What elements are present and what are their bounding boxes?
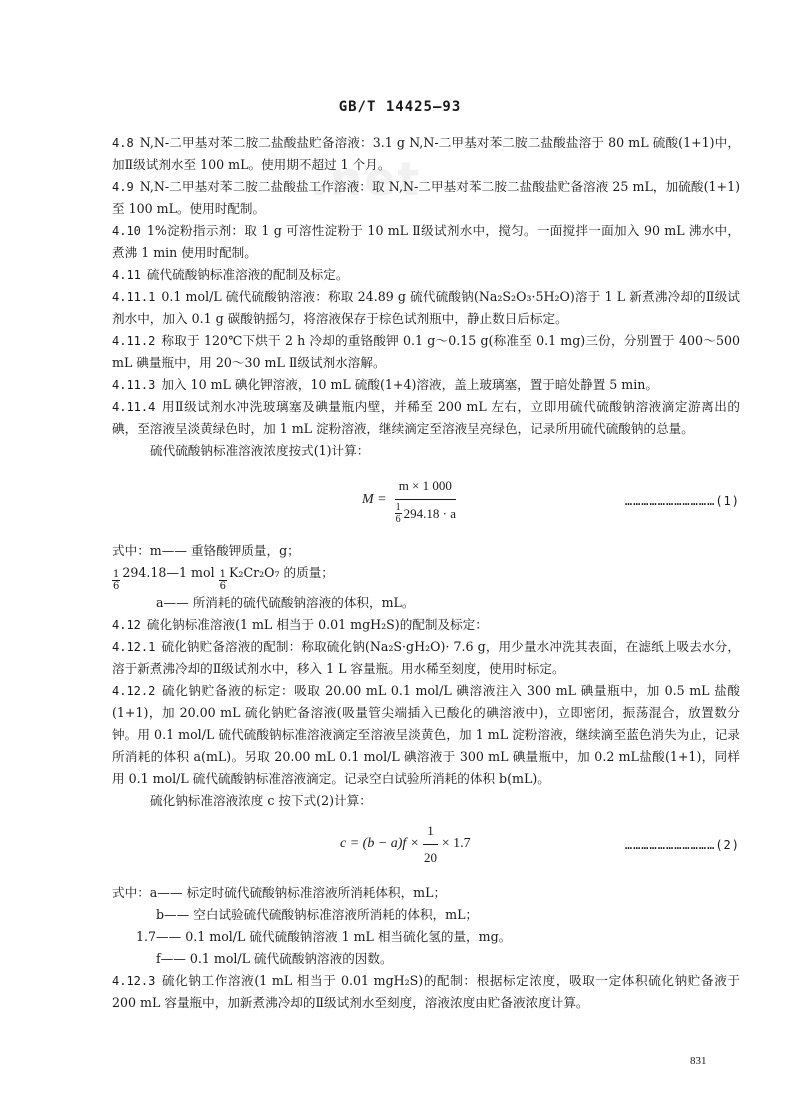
clause-text: 硫化钠贮备液的标定：吸取 20.00 mL 0.1 mol/L 碘溶液注入 300 mL 碘量瓶中，加 0.5 mL 盐酸(1+1)，加 20.00 mL 硫化钠贮备溶液(吸量管尖端插入已酸化的碘溶液中)，立即密闭，振荡混合，放置数分钟。用 0.1 mol/L 硫代硫酸钠标准溶液滴定至溶液呈淡黄色，加 1 mL 淀粉溶液，继续滴至蓝色消失为止，记录所消耗的体积 a(mL)。另取 20.00 mL 0.1 mol/L 碘溶液于 300 mL 碘量瓶中，加 0.2 mL盐酸(1+1)，同样用 0.1 mol/L 硫代硫酸钠标准溶液滴定。记录空白试验所消耗的体积 b(mL)。: [112, 683, 740, 786]
legend-molar-mass: [112, 562, 740, 592]
clause-number: 4.10: [112, 224, 141, 238]
fraction-numerator: 1: [113, 569, 120, 580]
clause-text: 1%淀粉指示剂：取 1 g 可溶性淀粉于 10 mL Ⅱ级试剂水中，搅匀。一面搅拌一面加入 90 mL 沸水中，煮沸 1 min 使用时配制。: [112, 223, 740, 260]
clause-number: 4.11: [112, 268, 141, 282]
legend-molar-mass-text-b: K₂Cr₂O₇ 的质量；: [228, 565, 334, 580]
formula-1-denominator-rest: 294.18 · a: [403, 505, 456, 521]
fraction-denominator: 6: [219, 581, 226, 592]
formula-2-expression: [340, 822, 471, 866]
clause-text: 0.1 mol/L 硫代硫酸钠溶液：称取 24.89 g 硫代硫酸钠(Na₂S₂O₃·5H₂O)溶于 1 L 新煮沸冷却的Ⅱ级试剂水中，加入 0.1 g 碳酸钠摇匀，将溶液保存于棕色试剂瓶中，静止数日后标定。: [112, 289, 740, 326]
formula-2-legend: [112, 882, 740, 970]
clause-4-11-1: [112, 286, 740, 330]
clause-number: 4.9: [112, 180, 134, 194]
legend-prefix: 式中：: [112, 543, 150, 558]
clause-number: 4.8: [112, 136, 134, 150]
clause-4-11-2: [112, 330, 740, 374]
clause-text: 硫代硫酸钠标准溶液的配制及标定。: [146, 267, 349, 282]
formula1-intro: 硫代硫酸钠标准溶液浓度按式(1)计算：: [150, 443, 370, 458]
fraction-numerator: 1: [395, 502, 401, 513]
watermark: .net: [310, 152, 422, 206]
clause-number: 4.12.2: [112, 684, 156, 698]
fraction-denominator: 6: [395, 514, 401, 525]
clause-text: N,N-二甲基对苯二胺二盐酸盐贮备溶液：3.1 g N,N-二甲基对苯二胺二盐酸盐溶于 80 mL 硫酸(1+1)中，加Ⅱ级试剂水至 100 mL。使用期不超过 1 个月。: [112, 135, 740, 172]
fraction-numerator: 1: [219, 569, 226, 580]
formula-1-number: ……………………………(1): [624, 494, 740, 508]
standard-code-header: GB/T 14425—93: [338, 99, 462, 115]
clause-text: 称取于 120℃下烘干 2 h 冷却的重铬酸钾 0.1 g～0.15 g(称准至 0.1 mg)三份，分别置于 400～500 mL 碘量瓶中，用 20～30 mL Ⅱ级试剂水溶解。: [112, 333, 740, 370]
one-sixth-fraction: [395, 502, 402, 525]
fraction-denominator: 6: [113, 581, 120, 592]
one-sixth-fraction: [112, 569, 120, 592]
formula-2: [112, 822, 740, 866]
formula-2-fraction: [423, 820, 438, 869]
formula-1-denominator: [395, 500, 456, 525]
page-number: 831: [690, 1055, 707, 1067]
clause-4-12-3: [112, 970, 740, 1014]
clause-number: 4.11.1: [112, 290, 156, 304]
legend2-b: b—— 空白试验硫代硫酸钠标准溶液所消耗的体积，mL；: [156, 907, 479, 922]
clause-text: 硫化钠贮备溶液的配制：称取硫化钠(Na₂S·gH₂O)· 7.6 g，用少量水冲洗其表面，在滤纸上吸去水分，溶于新煮沸冷却的Ⅱ级试剂水中，移入 1 L 容量瓶。用水稀至刻度，使用时标定。: [112, 639, 740, 676]
formula-2-lhs: c = (b − a)f ×: [340, 836, 420, 851]
clause-text: 用Ⅱ级试剂水冲洗玻璃塞及碘量瓶内壁，并稀至 200 mL 左右，立即用硫代硫酸钠溶液滴定游离出的碘，至溶液呈淡黄绿色时，加 1 mL 淀粉溶液，继续滴定至溶液呈亮绿色，记录所用硫代硫酸钠的总量。: [112, 399, 740, 436]
clause-number: 4.11.4: [112, 400, 156, 414]
formula-2-number: ……………………………(2): [624, 838, 740, 852]
clause-number: 4.11.2: [112, 334, 156, 348]
clause-4-11-4: [112, 396, 740, 440]
formula2-intro: 硫化钠标准溶液浓度 c 按下式(2)计算：: [150, 793, 372, 808]
document-body: [112, 132, 740, 1014]
clause-number: 4.12.1: [112, 640, 156, 654]
formula-1-numerator: m × 1 000: [395, 475, 456, 500]
clause-number: 4.12.3: [112, 974, 156, 988]
clause-number: 4.11.3: [112, 378, 156, 392]
legend-a: a—— 所消耗的硫代硫酸钠溶液的体积，mL。: [156, 595, 415, 610]
clause-text: 硫化钠工作溶液(1 mL 相当于 0.01 mgH₂S)的配制：根据标定浓度，吸取一定体积硫化钠贮备液于 200 mL 容量瓶中，加新煮沸冷却的Ⅱ级试剂水至刻度，溶液浓度由贮备液浓度计算。: [112, 973, 740, 1010]
clause-4-10: [112, 220, 740, 264]
clause-4-9: [112, 176, 740, 220]
formula-1-legend: [112, 540, 740, 614]
legend2-k: 1.7—— 0.1 mol/L 硫代硫酸钠溶液 1 mL 相当硫化氢的量，mg。: [136, 929, 512, 944]
formula-1: [112, 470, 740, 534]
legend2-f: f—— 0.1 mol/L 硫代硫酸钠溶液的因数。: [156, 951, 393, 966]
formula-2-denominator: 20: [424, 849, 438, 865]
formula-1-expression: [362, 470, 456, 530]
clause-text: 加入 10 mL 碘化钾溶液，10 mL 硫酸(1+4)溶液，盖上玻璃塞，置于暗处静置 5 min。: [161, 377, 658, 392]
formula-1-lhs: M =: [362, 492, 387, 507]
legend-m: [112, 540, 740, 562]
formula-2-rest: × 1.7: [441, 836, 471, 851]
legend-molar-mass-text-a: 294.18—1 mol: [122, 565, 219, 580]
clause-4-12-2: [112, 680, 740, 790]
legend2-a: 式中：a—— 标定时硫代硫酸钠标准溶液所消耗体积，mL；: [112, 885, 447, 900]
legend-m-text: m—— 重铬酸钾质量，g；: [149, 543, 300, 558]
clause-4-11-3: [112, 374, 740, 396]
clause-number: 4.12: [112, 618, 141, 632]
clause-4-8: [112, 132, 740, 176]
formula-1-fraction: [395, 475, 456, 525]
clause-4-12-1: [112, 636, 740, 680]
clause-4-11: [112, 264, 740, 286]
clause-text: N,N-二甲基对苯二胺二盐酸盐工作溶液：取 N,N-二甲基对苯二胺二盐酸盐贮备溶液 25 mL，加硫酸(1+1)至 100 mL。使用时配制。: [112, 179, 740, 216]
clause-4-12: [112, 614, 740, 636]
clause-text: 硫化钠标准溶液(1 mL 相当于 0.01 mgH₂S)的配制及标定：: [146, 617, 488, 632]
formula-2-numerator: 1: [423, 820, 438, 845]
one-sixth-fraction: [219, 569, 227, 592]
